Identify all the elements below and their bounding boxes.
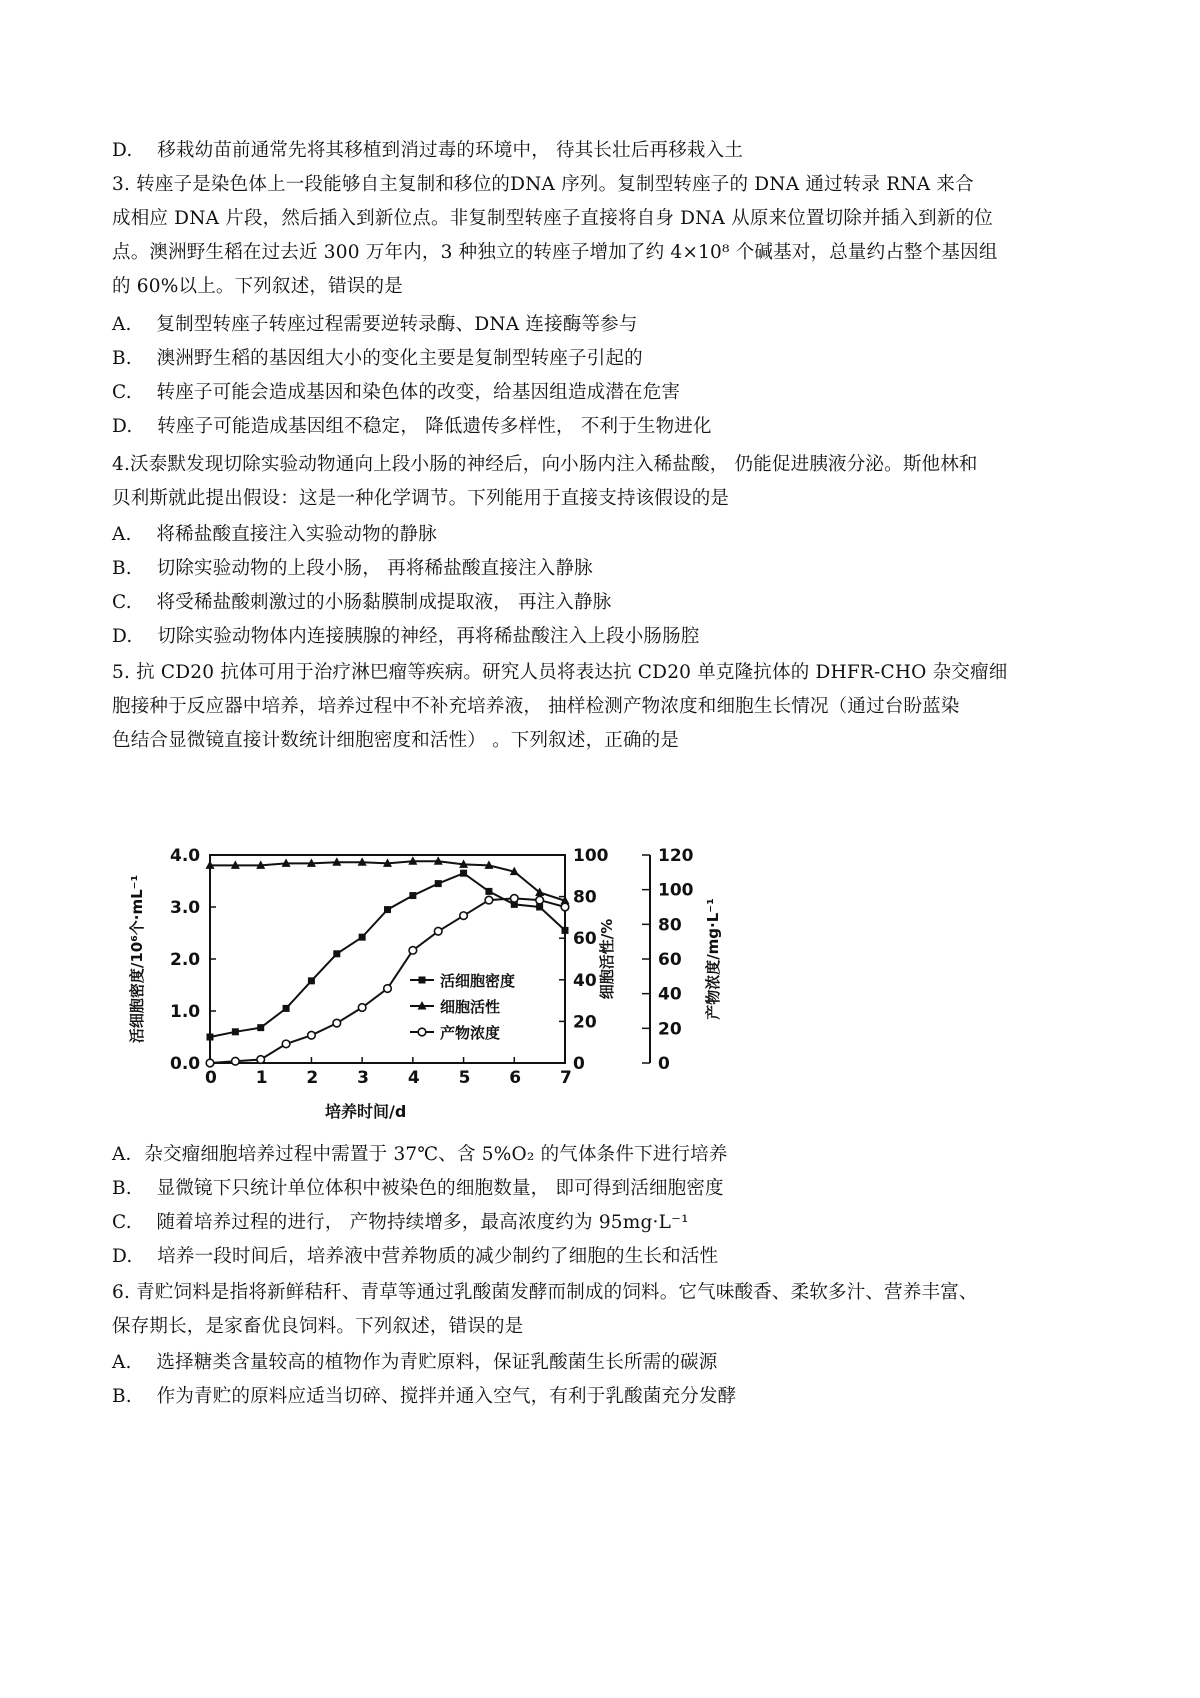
- cell-culture-chart: [120, 845, 820, 1145]
- point-product: [257, 1056, 265, 1064]
- point-density: [409, 892, 416, 899]
- text-line-6: B. 澳洲野生稻的基因组大小的变化主要是复制型转座子引起的: [112, 348, 643, 369]
- y-mid-tick-label: 80: [573, 887, 597, 908]
- y-mid-tick-label: 40: [573, 970, 597, 991]
- point-density: [435, 880, 442, 887]
- text-line-15: 5. 抗 CD20 抗体可用于治疗淋巴瘤等疾病。研究人员将表达抗 CD20 单克隆抗体的 DHFR-CHO 杂交瘤细: [112, 662, 1008, 683]
- text-line-12: B. 切除实验动物的上段小肠， 再将稀盐酸直接注入静脉: [112, 558, 593, 579]
- text-line-5: A. 复制型转座子转座过程需要逆转录酶、DNA 连接酶等参与: [112, 314, 638, 335]
- y-right-tick-label: 100: [658, 880, 694, 901]
- plot-frame: [210, 855, 565, 1063]
- legend-marker-circle: [418, 1028, 426, 1036]
- x-tick-label: 6: [509, 1068, 522, 1088]
- legend-label-0: 活细胞密度: [440, 972, 516, 990]
- text-line-after-1: B. 显微镜下只统计单位体积中被染色的细胞数量， 即可得到活细胞密度: [112, 1178, 724, 1199]
- x-tick-label: 0: [205, 1068, 217, 1088]
- point-density: [308, 977, 315, 984]
- x-axis-label: 培养时间/d: [325, 1102, 407, 1121]
- text-line-after-3: D. 培养一段时间后，培养液中营养物质的减少制约了细胞的生长和活性: [112, 1246, 719, 1267]
- point-product: [536, 896, 544, 904]
- text-line-3: 点。澳洲野生稻在过去近 300 万年内，3 种独立的转座子增加了约 4×10⁸ 个碱基对，总量约占整个基因组: [112, 242, 998, 263]
- text-line-8: D. 转座子可能造成基因组不稳定， 降低遗传多样性， 不利于生物进化: [112, 416, 712, 437]
- point-product: [510, 895, 518, 903]
- y-mid-tick-label: 20: [573, 1012, 597, 1033]
- y-left-tick-label: 4.0: [170, 846, 201, 866]
- point-density: [384, 906, 391, 913]
- text-line-17: 色结合显微镜直接计数统计细胞密度和活性） 。下列叙述，正确的是: [112, 730, 680, 751]
- text-line-16: 胞接种于反应器中培养，培养过程中不补充培养液， 抽样检测产物浓度和细胞生长情况（通过台盼蓝染: [112, 696, 960, 717]
- y-left-tick-label: 3.0: [170, 898, 201, 918]
- x-tick-label: 3: [357, 1068, 369, 1088]
- text-line-after-6: A. 选择糖类含量较高的植物作为青贮原料，保证乳酸菌生长所需的碳源: [112, 1352, 718, 1373]
- y-right-tick-label: 20: [658, 1019, 682, 1040]
- text-line-after-5: 保存期长，是家畜优良饲料。下列叙述，错误的是: [112, 1316, 524, 1337]
- y-left-axis-label: 活细胞密度/10⁶个·mL⁻¹: [128, 874, 146, 1044]
- y-mid-tick-label: 0: [573, 1054, 585, 1074]
- point-density: [257, 1024, 264, 1031]
- point-density: [333, 950, 340, 957]
- point-product: [561, 903, 569, 911]
- text-line-after-7: B. 作为青贮的原料应适当切碎、搅拌并通入空气，有利于乳酸菌充分发酵: [112, 1386, 737, 1407]
- point-product: [485, 896, 493, 904]
- point-density: [207, 1034, 214, 1041]
- point-product: [358, 1004, 366, 1012]
- y-left-tick-label: 1.0: [170, 1002, 201, 1022]
- point-density: [283, 1005, 290, 1012]
- point-density: [485, 888, 492, 895]
- y-left-tick-label: 0.0: [170, 1054, 201, 1074]
- text-line-after-4: 6. 青贮饲料是指将新鲜秸秆、青草等通过乳酸菌发酵而制成的饲料。它气味酸香、柔软多汁、营养丰富、: [112, 1282, 978, 1303]
- y-right-tick-label: 120: [658, 846, 694, 866]
- point-product: [460, 912, 468, 920]
- text-line-7: C. 转座子可能会造成基因和染色体的改变，给基因组造成潜在危害: [112, 382, 681, 403]
- text-line-13: C. 将受稀盐酸刺激过的小肠黏膜制成提取液， 再注入静脉: [112, 592, 612, 613]
- legend-label-1: 细胞活性: [440, 998, 501, 1016]
- text-line-1: 3. 转座子是染色体上一段能够自主复制和移位的DNA 序列。复制型转座子的 DNA 通过转录 RNA 来合: [112, 174, 974, 195]
- point-product: [333, 1019, 341, 1027]
- y-right-tick-label: 40: [658, 984, 682, 1005]
- y-right-tick-label: 60: [658, 950, 682, 970]
- y-mid-axis-label: 细胞活性/%: [598, 918, 616, 1000]
- y-right-axis-label: 产物浓度/mg·L⁻¹: [704, 898, 722, 1020]
- legend-label-2: 产物浓度: [440, 1024, 501, 1042]
- x-tick-label: 5: [458, 1068, 471, 1088]
- point-density: [562, 927, 569, 934]
- y-mid-tick-label: 60: [573, 929, 597, 950]
- point-product: [206, 1059, 214, 1067]
- y-mid-tick-label: 100: [573, 846, 609, 866]
- point-density: [232, 1028, 239, 1035]
- text-line-0: D. 移栽幼苗前通常先将其移植到消过毒的环境中， 待其长壮后再移栽入土: [112, 140, 744, 161]
- x-tick-label: 4: [407, 1068, 420, 1088]
- point-product: [232, 1057, 240, 1065]
- text-line-after-0: A．杂交瘤细胞培养过程中需置于 37℃、含 5%O₂ 的气体条件下进行培养: [112, 1144, 728, 1165]
- x-tick-label: 2: [306, 1068, 319, 1088]
- y-right-tick-label: 80: [658, 915, 682, 936]
- legend-marker-square: [419, 977, 426, 984]
- point-product: [409, 947, 417, 955]
- text-line-9: 4.沃泰默发现切除实验动物通向上段小肠的神经后，向小肠内注入稀盐酸， 仍能促进胰液分泌。斯他林和: [112, 454, 978, 475]
- chart-figure: [120, 845, 820, 1149]
- text-line-10: 贝利斯就此提出假设：这是一种化学调节。下列能用于直接支持该假设的是: [112, 488, 730, 509]
- point-product: [308, 1031, 316, 1039]
- point-product: [434, 927, 442, 935]
- text-line-after-2: C. 随着培养过程的进行， 产物持续增多，最高浓度约为 95mg·L⁻¹: [112, 1212, 689, 1233]
- point-product: [384, 985, 392, 993]
- text-line-14: D. 切除实验动物体内连接胰腺的神经，再将稀盐酸注入上段小肠肠腔: [112, 626, 700, 647]
- text-line-11: A. 将稀盐酸直接注入实验动物的静脉: [112, 524, 437, 545]
- x-tick-label: 1: [255, 1068, 268, 1088]
- x-tick-label: 7: [560, 1068, 572, 1088]
- point-density: [359, 934, 366, 941]
- y-left-tick-label: 2.0: [170, 950, 201, 970]
- point-density: [460, 870, 467, 877]
- y-right-tick-label: 0: [658, 1054, 670, 1074]
- point-product: [282, 1040, 290, 1048]
- text-line-2: 成相应 DNA 片段，然后插入到新位点。非复制型转座子直接将自身 DNA 从原来位置切除并插入到新的位: [112, 208, 993, 229]
- text-line-4: 的 60%以上。下列叙述，错误的是: [112, 276, 403, 297]
